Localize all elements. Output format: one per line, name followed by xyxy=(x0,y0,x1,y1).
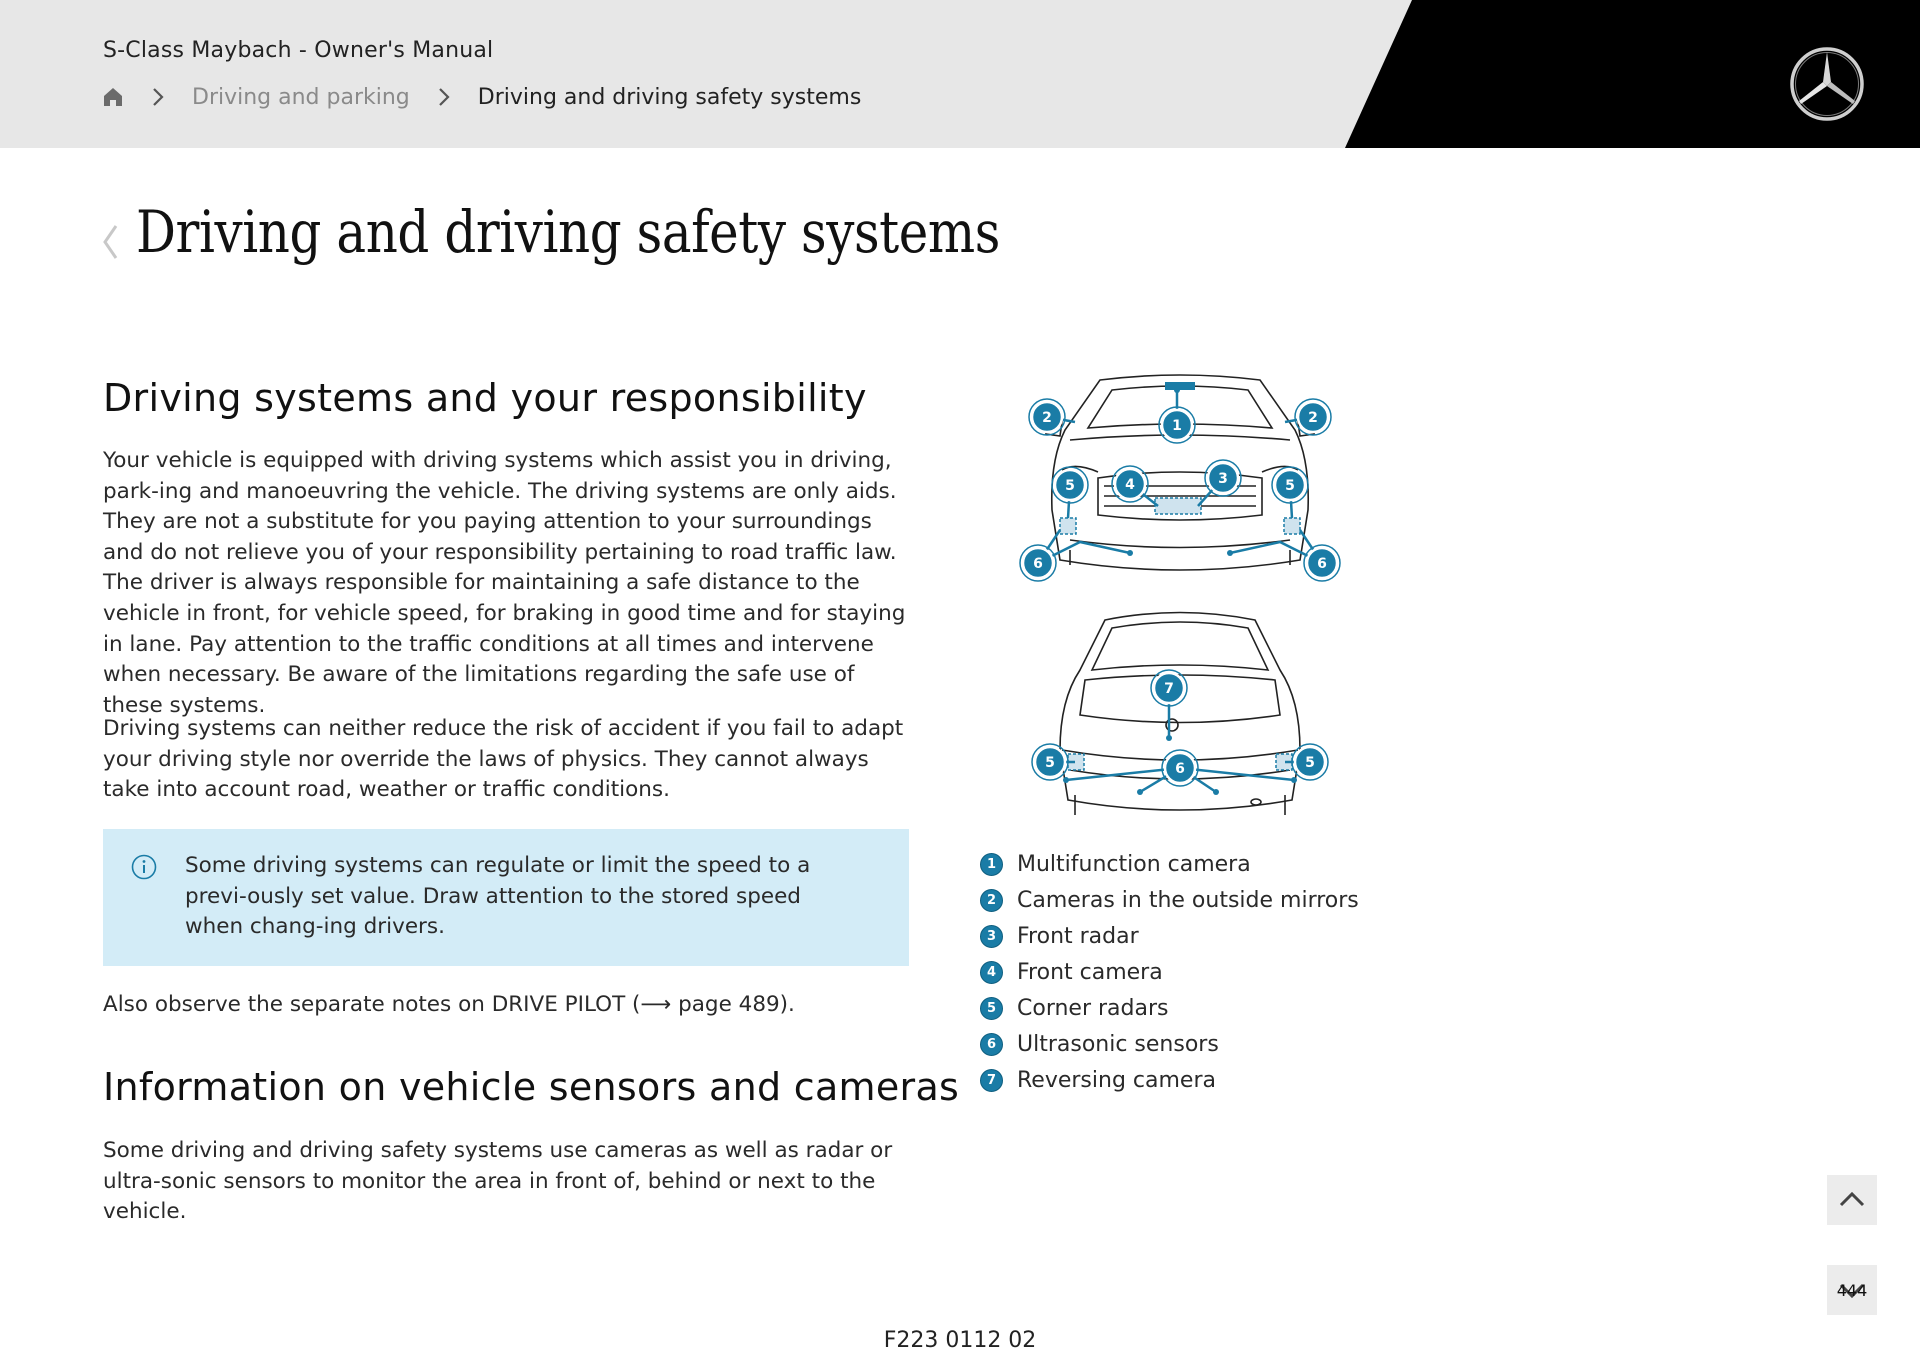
sensor-dots xyxy=(1063,387,1297,795)
manual-title: S-Class Maybach - Owner's Manual xyxy=(103,38,494,63)
callout-5-rear-left xyxy=(1032,744,1068,780)
callout-4 xyxy=(1112,466,1148,502)
legend-item xyxy=(980,1062,1400,1098)
legend-number: 3 xyxy=(980,925,1003,948)
callout-label: 1 xyxy=(1172,418,1182,434)
legend-item xyxy=(980,918,1400,954)
callout-label: 2 xyxy=(1042,410,1052,426)
legend-item xyxy=(980,1026,1400,1062)
page-number-button[interactable] xyxy=(1827,1265,1877,1315)
callout-5-front-right xyxy=(1272,467,1308,503)
legend-label: Reversing camera xyxy=(1017,1067,1216,1093)
chevron-up-icon xyxy=(1827,1175,1877,1225)
legend-label: Front camera xyxy=(1017,959,1163,985)
legend-number: 5 xyxy=(980,997,1003,1020)
legend-label: Front radar xyxy=(1017,923,1139,949)
callout-label: 4 xyxy=(1125,477,1135,493)
callout-6-front-right xyxy=(1304,545,1340,581)
callout-5-front-left xyxy=(1052,467,1088,503)
diagram-legend xyxy=(980,846,1400,1098)
home-icon[interactable] xyxy=(102,86,124,108)
front-sensor-markers xyxy=(1060,498,1300,534)
callout-7 xyxy=(1151,670,1187,706)
legend-label: Cameras in the outside mirrors xyxy=(1017,887,1359,913)
legend-number: 1 xyxy=(980,853,1003,876)
legend-number: 6 xyxy=(980,1033,1003,1056)
callout-label: 6 xyxy=(1317,556,1327,572)
legend-item xyxy=(980,954,1400,990)
legend-label: Multifunction camera xyxy=(1017,851,1251,877)
paragraph-sensors: Some driving and driving safety systems use cameras as well as radar or ultra-sonic sensors to monitor the area in front of, behind or next to the vehicle. xyxy=(103,1138,893,1225)
paragraph-responsibility: Your vehicle is equipped with driving systems which assist you in driving, park-ing and manoeuvring the vehicle. The driving systems are only aids. They are not a substitute for you paying attention to your surroundings and do not relieve you of your responsibility pertaining to road traffic law. The driver is always responsible for maintaining a safe distance to the vehicle in front, for vehicle speed, for braking in good time and for staying in lane. Pay attention to the traffic conditions at all times and intervene when necessary. Be aware of the limitations regarding the safe use of these systems. xyxy=(103,448,906,718)
document-code: F223 0112 02 xyxy=(883,1328,1037,1353)
header-bar xyxy=(0,0,1920,148)
page-number: 444 xyxy=(1836,1281,1868,1300)
breadcrumb-link-driving-and-parking[interactable]: Driving and parking xyxy=(192,84,410,110)
callout-2-right xyxy=(1295,399,1331,435)
legend-number: 4 xyxy=(980,961,1003,984)
legend-item xyxy=(980,990,1400,1026)
callout-label: 5 xyxy=(1065,478,1075,494)
legend-number: 2 xyxy=(980,889,1003,912)
section-heading-sensors: Information on vehicle sensors and cameras xyxy=(103,1065,960,1109)
callout-label: 5 xyxy=(1285,478,1295,494)
legend-label: Corner radars xyxy=(1017,995,1169,1021)
chevron-right-icon xyxy=(436,86,452,108)
info-icon xyxy=(131,854,157,880)
callout-1 xyxy=(1159,407,1195,443)
callout-5-rear-right xyxy=(1292,744,1328,780)
mercedes-star-logo xyxy=(1789,46,1865,122)
breadcrumb-current: Driving and driving safety systems xyxy=(477,84,862,110)
front-car-drawing xyxy=(1045,375,1315,570)
callout-6-rear xyxy=(1162,750,1198,786)
chevron-right-icon xyxy=(150,86,166,108)
vehicle-sensor-diagram xyxy=(1000,370,1360,830)
paragraph-physics: Driving systems can neither reduce the risk of accident if you fail to adapt your driving style nor override the laws of physics. They cannot always take into account road, weather or traffic conditions. xyxy=(103,716,904,803)
legend-item xyxy=(980,846,1400,882)
callout-2-left xyxy=(1029,399,1065,435)
back-chevron-icon[interactable] xyxy=(100,222,120,262)
callout-label: 2 xyxy=(1308,410,1318,426)
info-note-box xyxy=(103,829,909,966)
scroll-top-button[interactable] xyxy=(1827,1175,1877,1225)
section-heading-responsibility: Driving systems and your responsibility xyxy=(103,376,867,420)
drive-pilot-reference[interactable]: Also observe the separate notes on DRIVE PILOT (⟶ page 489). xyxy=(103,992,795,1017)
info-note-text: Some driving systems can regulate or limit the speed to a previ-ously set value. Draw attention to the stored speed when chang-ing drivers. xyxy=(185,853,811,940)
legend-label: Ultrasonic sensors xyxy=(1017,1031,1219,1057)
callout-label: 5 xyxy=(1045,755,1055,771)
callout-label: 5 xyxy=(1305,755,1315,771)
breadcrumb xyxy=(102,82,861,112)
diagram-callouts xyxy=(1020,399,1340,786)
rear-car-drawing xyxy=(1060,613,1300,816)
legend-number: 7 xyxy=(980,1069,1003,1092)
callout-label: 3 xyxy=(1218,471,1228,487)
page-title: Driving and driving safety systems xyxy=(136,198,1000,266)
callout-label: 6 xyxy=(1033,556,1043,572)
callout-3 xyxy=(1205,460,1241,496)
callout-label: 6 xyxy=(1175,761,1185,777)
callout-label: 7 xyxy=(1164,681,1174,697)
legend-item xyxy=(980,882,1400,918)
callout-6-front-left xyxy=(1020,545,1056,581)
